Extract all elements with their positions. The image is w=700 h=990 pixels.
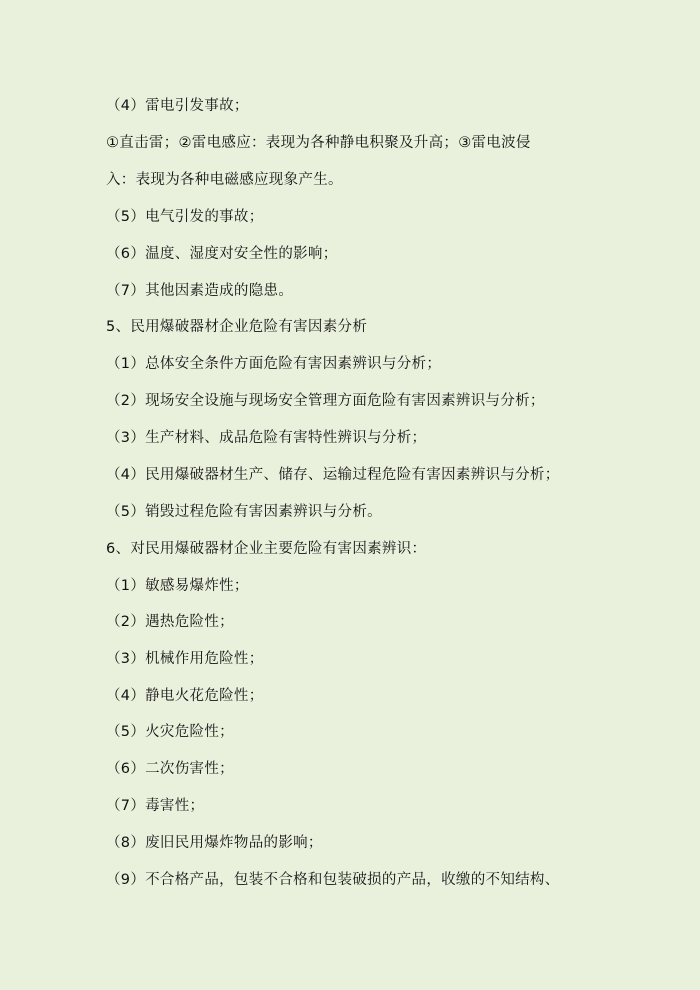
text-line: （4）民用爆破器材生产、储存、运输过程危险有害因素辨识与分析；	[106, 467, 560, 483]
text-line: （5）销毁过程危险有害因素辨识与分析。	[106, 504, 382, 520]
text-line: （5）火灾危险性；	[106, 724, 234, 740]
section-heading: 6、对民用爆破器材企业主要危险有害因素辨识：	[106, 541, 427, 557]
text-line: （7）毒害性；	[106, 798, 205, 814]
text-line: （1）总体安全条件方面危险有害因素辨识与分析；	[106, 356, 442, 372]
text-line: （4）雷电引发事故；	[106, 98, 249, 114]
text-line: （5）电气引发的事故；	[106, 209, 264, 225]
text-line: ①直击雷；②雷电感应：表现为各种静电积聚及升高；③雷电波侵	[106, 135, 531, 151]
text-line: （9）不合格产品，包装不合格和包装破损的产品，收缴的不知结构、	[106, 872, 560, 888]
text-line: （2）现场安全设施与现场安全管理方面危险有害因素辨识与分析；	[106, 393, 545, 409]
text-line: （4）静电火花危险性；	[106, 688, 264, 704]
text-line: （3）生产材料、成品危险有害特性辨识与分析；	[106, 430, 427, 446]
text-line: （3）机械作用危险性；	[106, 651, 264, 667]
text-line: （2）遇热危险性；	[106, 614, 234, 630]
text-line: （1）敏感易爆炸性；	[106, 578, 249, 594]
section-heading: 5、民用爆破器材企业危险有害因素分析	[106, 319, 368, 335]
text-line: （7）其他因素造成的隐患。	[106, 283, 294, 299]
text-line: （8）废旧民用爆炸物品的影响；	[106, 835, 323, 851]
text-line: （6）温度、湿度对安全性的影响；	[106, 246, 338, 262]
text-line: 入：表现为各种电磁感应现象产生。	[106, 172, 343, 188]
text-line: （6）二次伤害性；	[106, 761, 234, 777]
